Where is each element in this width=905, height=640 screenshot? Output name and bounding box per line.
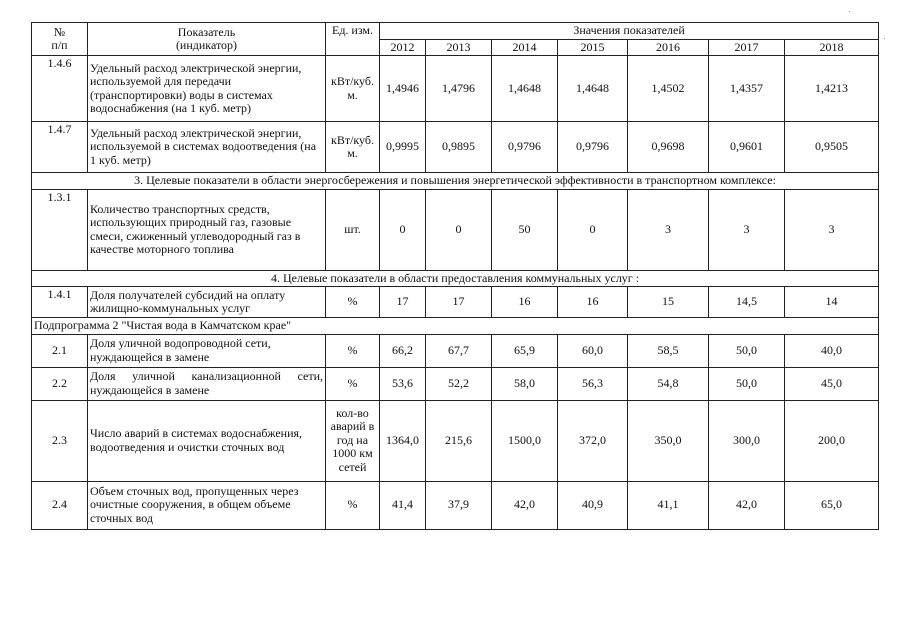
section-row <box>32 173 879 190</box>
value-cell: 1,4648 <box>492 56 558 122</box>
value-cell: 1,4357 <box>709 56 785 122</box>
unit-cell: кВт/куб. м. <box>326 56 380 122</box>
value-cell: 41,1 <box>628 481 709 529</box>
value-cell: 15 <box>628 287 709 318</box>
indicator-text: Доля уличной канализационной сети, нуждающейся в замене <box>88 367 326 400</box>
value-cell: 58,5 <box>628 334 709 367</box>
header-row-1 <box>32 23 879 40</box>
unit-cell: % <box>326 287 380 318</box>
value-cell: 60,0 <box>558 334 628 367</box>
row-number: 2.2 <box>32 367 88 400</box>
unit-cell: % <box>326 367 380 400</box>
value-cell: 1,4796 <box>426 56 492 122</box>
row-number: 2.1 <box>32 334 88 367</box>
value-cell: 16 <box>492 287 558 318</box>
col-header-num: № п/п <box>32 23 88 56</box>
indicator-text: Объем сточных вод, пропущенных через очистные сооружения, в общем объеме сточных вод <box>88 481 326 529</box>
section-row <box>32 270 879 287</box>
value-cell: 1,4648 <box>558 56 628 122</box>
value-cell: 40,0 <box>785 334 879 367</box>
value-cell: 350,0 <box>628 400 709 481</box>
table-row <box>32 367 879 400</box>
section-heading-energy-transport: 3. Целевые показатели в области энергосбережения и повышения энергетической эффективности в транспортном комплексе: <box>32 173 879 190</box>
row-number: 1.4.7 <box>32 122 88 173</box>
table-row <box>32 334 879 367</box>
table-row <box>32 400 879 481</box>
scan-speck <box>884 38 885 39</box>
value-cell: 0,9895 <box>426 122 492 173</box>
value-cell: 0 <box>380 189 426 270</box>
section-heading-utilities: 4. Целевые показатели в области предоставления коммунальных услуг : <box>32 270 879 287</box>
row-number: 2.4 <box>32 481 88 529</box>
year-header: 2014 <box>492 39 558 56</box>
col-header-indicator: Показатель (индикатор) <box>88 23 326 56</box>
subprogram-row <box>32 318 879 335</box>
indicator-text: Число аварий в системах водоснабжения, водоотведения и очистки сточных вод <box>88 400 326 481</box>
value-cell: 1500,0 <box>492 400 558 481</box>
year-header: 2012 <box>380 39 426 56</box>
value-cell: 300,0 <box>709 400 785 481</box>
value-cell: 16 <box>558 287 628 318</box>
value-cell: 53,6 <box>380 367 426 400</box>
value-cell: 0,9995 <box>380 122 426 173</box>
value-cell: 14,5 <box>709 287 785 318</box>
value-cell: 0,9796 <box>492 122 558 173</box>
year-header: 2015 <box>558 39 628 56</box>
value-cell: 66,2 <box>380 334 426 367</box>
value-cell: 215,6 <box>426 400 492 481</box>
col-header-unit: Ед. изм. <box>326 23 380 56</box>
value-cell: 45,0 <box>785 367 879 400</box>
value-cell: 50,0 <box>709 334 785 367</box>
value-cell: 65,0 <box>785 481 879 529</box>
value-cell: 0,9505 <box>785 122 879 173</box>
unit-cell: кол-во аварий в год на 1000 км сетей <box>326 400 380 481</box>
value-cell: 65,9 <box>492 334 558 367</box>
value-cell: 0,9698 <box>628 122 709 173</box>
indicators-table <box>31 22 879 530</box>
row-number: 1.4.6 <box>32 56 88 122</box>
table-row <box>32 56 879 122</box>
subprogram-heading: Подпрограмма 2 "Чистая вода в Камчатском крае" <box>32 318 326 335</box>
row-number: 1.3.1 <box>32 189 88 270</box>
unit-cell: шт. <box>326 189 380 270</box>
value-cell: 1,4502 <box>628 56 709 122</box>
value-cell: 42,0 <box>492 481 558 529</box>
value-cell: 37,9 <box>426 481 492 529</box>
value-cell: 1364,0 <box>380 400 426 481</box>
value-cell: 372,0 <box>558 400 628 481</box>
value-cell: 54,8 <box>628 367 709 400</box>
value-cell: 58,0 <box>492 367 558 400</box>
unit-cell: % <box>326 481 380 529</box>
unit-cell: % <box>326 334 380 367</box>
scan-speck <box>849 11 850 12</box>
value-cell: 14 <box>785 287 879 318</box>
value-cell: 50 <box>492 189 558 270</box>
value-cell: 0 <box>558 189 628 270</box>
value-cell: 50,0 <box>709 367 785 400</box>
value-cell: 1,4946 <box>380 56 426 122</box>
value-cell: 0 <box>426 189 492 270</box>
table-row <box>32 189 879 270</box>
value-cell: 3 <box>785 189 879 270</box>
subprogram-spacer <box>326 318 879 335</box>
year-header: 2016 <box>628 39 709 56</box>
value-cell: 0,9601 <box>709 122 785 173</box>
value-cell: 17 <box>380 287 426 318</box>
value-cell: 42,0 <box>709 481 785 529</box>
value-cell: 3 <box>628 189 709 270</box>
value-cell: 56,3 <box>558 367 628 400</box>
value-cell: 41,4 <box>380 481 426 529</box>
value-cell: 17 <box>426 287 492 318</box>
table-row <box>32 287 879 318</box>
row-number: 2.3 <box>32 400 88 481</box>
indicator-text: Доля получателей субсидий на оплату жилищно-коммунальных услуг <box>88 287 326 318</box>
value-cell: 40,9 <box>558 481 628 529</box>
indicator-text: Удельный расход электрической энергии, используемой для передачи (транспортировки) воды в системах водоснабжения (на 1 куб. метр) <box>88 56 326 122</box>
unit-cell: кВт/куб. м. <box>326 122 380 173</box>
year-header: 2018 <box>785 39 879 56</box>
value-cell: 3 <box>709 189 785 270</box>
indicator-text: Доля уличной водопроводной сети, нуждающейся в замене <box>88 334 326 367</box>
col-header-values: Значения показателей <box>380 23 879 40</box>
value-cell: 200,0 <box>785 400 879 481</box>
indicator-text: Количество транспортных средств, использующих природный газ, газовые смеси, сжиженный углеводородный газ в качестве моторного топлива <box>88 189 326 270</box>
row-number: 1.4.1 <box>32 287 88 318</box>
value-cell: 1,4213 <box>785 56 879 122</box>
table-row <box>32 122 879 173</box>
value-cell: 52,2 <box>426 367 492 400</box>
value-cell: 67,7 <box>426 334 492 367</box>
year-header: 2013 <box>426 39 492 56</box>
table-row <box>32 481 879 529</box>
year-header: 2017 <box>709 39 785 56</box>
indicator-text: Удельный расход электрической энергии, используемой в системах водоотведения (на 1 куб. метр) <box>88 122 326 173</box>
value-cell: 0,9796 <box>558 122 628 173</box>
